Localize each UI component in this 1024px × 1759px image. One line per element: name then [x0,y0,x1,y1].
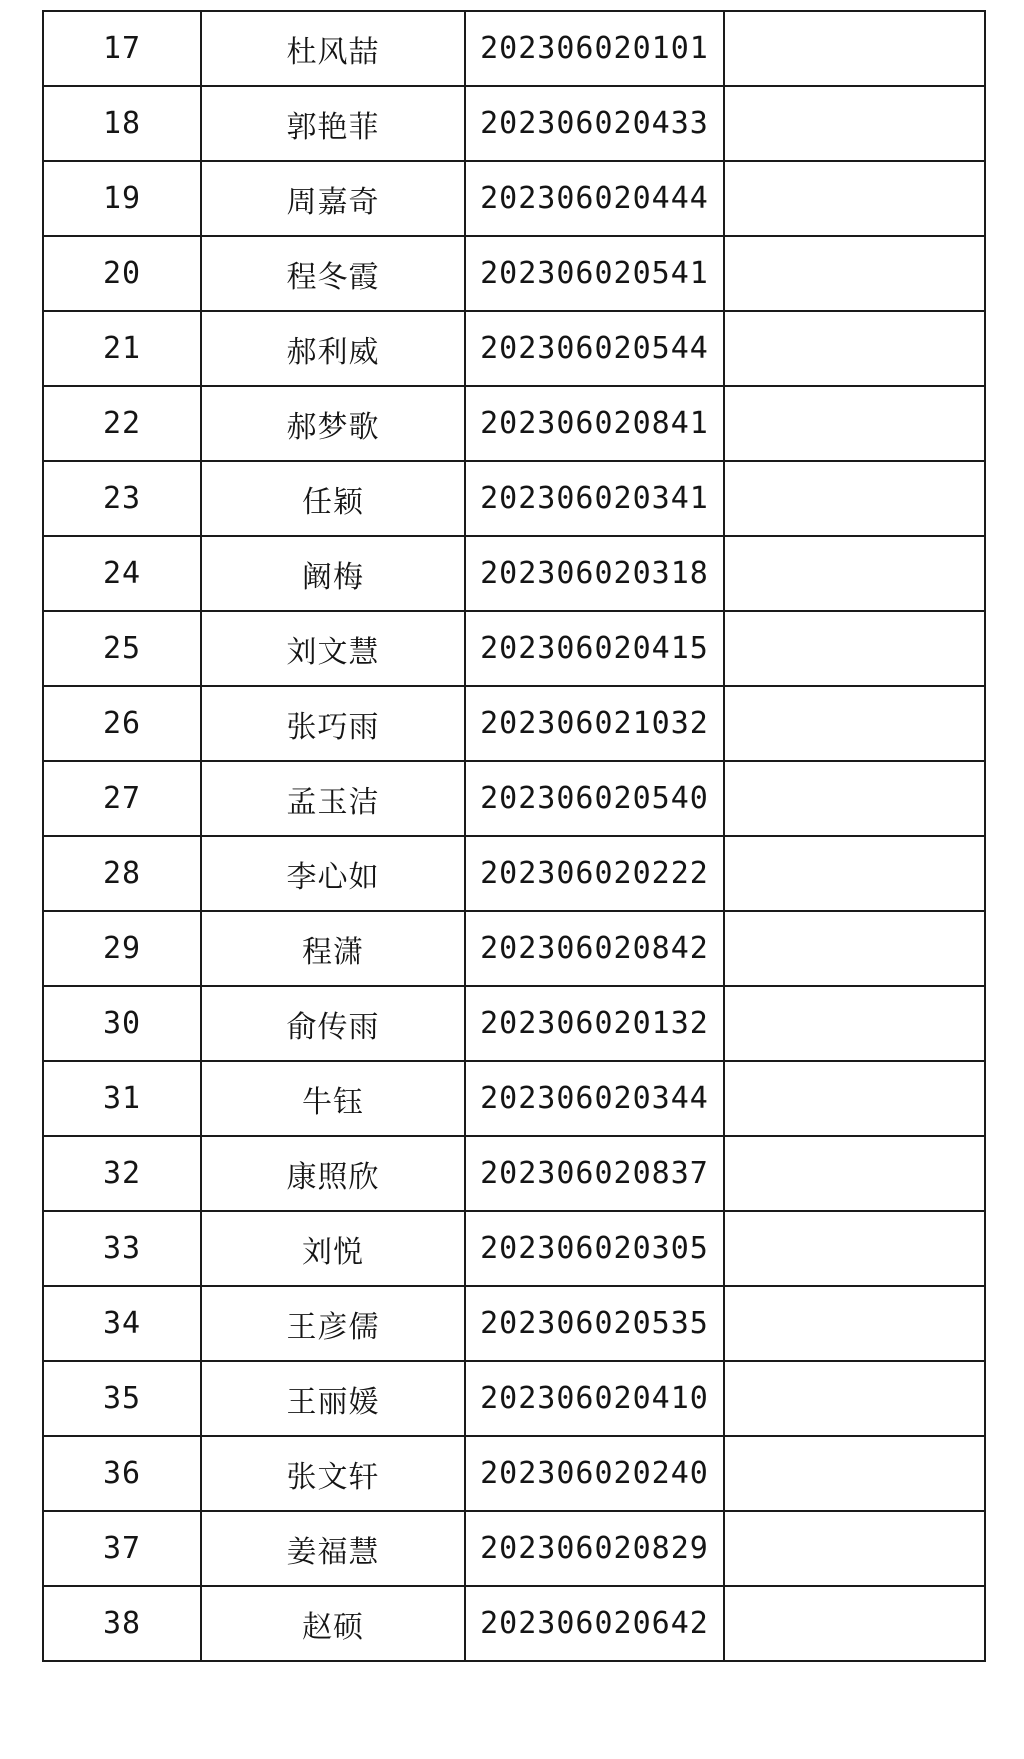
table-row [43,836,985,911]
note-cell [724,1361,985,1436]
note-cell [724,1436,985,1511]
row-index-cell: 38 [43,1586,201,1661]
student-id-cell: 202306020540 [465,761,724,836]
student-id-cell: 202306020841 [465,386,724,461]
student-id-cell: 202306020305 [465,1211,724,1286]
student-name-cell: 姜福慧 [201,1511,465,1586]
student-id-cell: 202306020222 [465,836,724,911]
row-index-cell: 29 [43,911,201,986]
student-name-cell: 郝利威 [201,311,465,386]
student-name-cell: 李心如 [201,836,465,911]
table-row [43,611,985,686]
note-cell [724,761,985,836]
table-row [43,311,985,386]
student-name-cell: 郝梦歌 [201,386,465,461]
student-name-cell: 俞传雨 [201,986,465,1061]
table-row [43,1436,985,1511]
student-id-cell: 202306020535 [465,1286,724,1361]
row-index-cell: 27 [43,761,201,836]
note-cell [724,1286,985,1361]
student-id-cell: 202306020318 [465,536,724,611]
table-row [43,986,985,1061]
table-row [43,236,985,311]
row-index-cell: 24 [43,536,201,611]
row-index-cell: 23 [43,461,201,536]
student-name-cell: 刘文慧 [201,611,465,686]
note-cell [724,1136,985,1211]
student-name-cell: 周嘉奇 [201,161,465,236]
row-index-cell: 36 [43,1436,201,1511]
student-id-cell: 202306020341 [465,461,724,536]
row-index-cell: 28 [43,836,201,911]
student-name-cell: 孟玉洁 [201,761,465,836]
table-row [43,86,985,161]
row-index-cell: 32 [43,1136,201,1211]
student-id-cell: 202306020444 [465,161,724,236]
student-id-cell: 202306020541 [465,236,724,311]
student-name-cell: 杜风喆 [201,11,465,86]
row-index-cell: 33 [43,1211,201,1286]
note-cell [724,686,985,761]
note-cell [724,536,985,611]
table-row [43,1211,985,1286]
student-id-cell: 202306020415 [465,611,724,686]
student-id-cell: 202306020344 [465,1061,724,1136]
student-name-cell: 程冬霞 [201,236,465,311]
student-id-cell: 202306020544 [465,311,724,386]
student-id-cell: 202306020132 [465,986,724,1061]
student-id-cell: 202306020837 [465,1136,724,1211]
note-cell [724,836,985,911]
note-cell [724,11,985,86]
note-cell [724,611,985,686]
student-name-cell: 阚梅 [201,536,465,611]
note-cell [724,911,985,986]
student-name-cell: 张文轩 [201,1436,465,1511]
roster-table-body [43,11,985,1661]
note-cell [724,1211,985,1286]
row-index-cell: 19 [43,161,201,236]
student-id-cell: 202306020642 [465,1586,724,1661]
note-cell [724,1061,985,1136]
table-row [43,911,985,986]
table-row [43,1136,985,1211]
student-id-cell: 202306020410 [465,1361,724,1436]
note-cell [724,986,985,1061]
student-name-cell: 康照欣 [201,1136,465,1211]
table-row [43,761,985,836]
note-cell [724,386,985,461]
table-row [43,1361,985,1436]
row-index-cell: 20 [43,236,201,311]
table-row [43,11,985,86]
table-row [43,386,985,461]
note-cell [724,161,985,236]
student-name-cell: 赵硕 [201,1586,465,1661]
note-cell [724,86,985,161]
row-index-cell: 22 [43,386,201,461]
row-index-cell: 17 [43,11,201,86]
table-row [43,1586,985,1661]
note-cell [724,1511,985,1586]
student-id-cell: 202306020240 [465,1436,724,1511]
student-id-cell: 202306020101 [465,11,724,86]
student-id-cell: 202306020433 [465,86,724,161]
student-id-cell: 202306021032 [465,686,724,761]
student-name-cell: 郭艳菲 [201,86,465,161]
roster-table [42,10,986,1662]
student-name-cell: 刘悦 [201,1211,465,1286]
row-index-cell: 37 [43,1511,201,1586]
row-index-cell: 31 [43,1061,201,1136]
note-cell [724,311,985,386]
student-name-cell: 程潇 [201,911,465,986]
note-cell [724,1586,985,1661]
row-index-cell: 21 [43,311,201,386]
row-index-cell: 30 [43,986,201,1061]
row-index-cell: 25 [43,611,201,686]
table-row [43,161,985,236]
table-row [43,461,985,536]
table-row [43,1511,985,1586]
table-row [43,1061,985,1136]
row-index-cell: 26 [43,686,201,761]
student-id-cell: 202306020829 [465,1511,724,1586]
student-name-cell: 任颖 [201,461,465,536]
student-name-cell: 王丽媛 [201,1361,465,1436]
student-name-cell: 王彦儒 [201,1286,465,1361]
row-index-cell: 35 [43,1361,201,1436]
student-id-cell: 202306020842 [465,911,724,986]
row-index-cell: 34 [43,1286,201,1361]
table-row [43,1286,985,1361]
student-name-cell: 牛钰 [201,1061,465,1136]
table-row [43,536,985,611]
row-index-cell: 18 [43,86,201,161]
table-row [43,686,985,761]
note-cell [724,236,985,311]
student-name-cell: 张巧雨 [201,686,465,761]
note-cell [724,461,985,536]
